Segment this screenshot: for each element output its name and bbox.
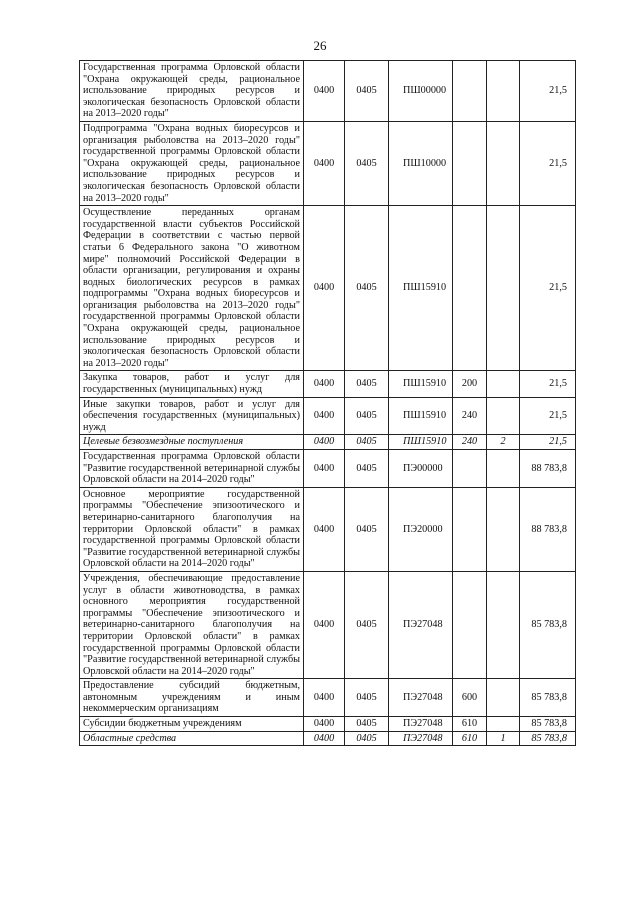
row-section-cell: 0400	[304, 717, 345, 732]
row-funding-source-cell	[487, 717, 520, 732]
row-name-cell: Предоставление субсидий бюджетным, автономным учреждениям и иным некоммерческим организациям	[80, 679, 304, 717]
row-section-cell: 0400	[304, 487, 345, 571]
row-target-article-cell: ПШ15910	[389, 435, 453, 450]
row-subsection-cell: 0405	[345, 435, 389, 450]
row-target-article-cell: ПЭ00000	[389, 450, 453, 488]
table-row	[80, 487, 576, 571]
page-number: 26	[313, 38, 327, 53]
row-section-cell: 0400	[304, 206, 345, 371]
row-funding-source-cell	[487, 121, 520, 205]
row-funding-source-cell	[487, 679, 520, 717]
table-row	[80, 571, 576, 678]
table-row	[80, 717, 576, 732]
table-row	[80, 731, 576, 746]
row-subsection-cell: 0405	[345, 717, 389, 732]
table-row	[80, 121, 576, 205]
row-name-cell: Субсидии бюджетным учреждениям	[80, 717, 304, 732]
row-target-article-cell: ПШ15910	[389, 206, 453, 371]
table-row	[80, 371, 576, 397]
row-amount-cell: 21,5	[520, 371, 576, 397]
row-target-article-cell: ПШ00000	[389, 61, 453, 122]
budget-table	[79, 60, 576, 746]
row-name-cell: Государственная программа Орловской области "Охрана окружающей среды, рациональное использование природных ресурсов и экологическая безопасность Орловской области на 2013–2020 годы"	[80, 61, 304, 122]
row-funding-source-cell: 1	[487, 731, 520, 746]
table-row	[80, 61, 576, 122]
row-section-cell: 0400	[304, 397, 345, 435]
row-section-cell: 0400	[304, 435, 345, 450]
row-target-article-cell: ПЭ20000	[389, 487, 453, 571]
row-amount-cell: 85 783,8	[520, 717, 576, 732]
row-subsection-cell: 0405	[345, 487, 389, 571]
table-row	[80, 450, 576, 488]
row-expense-type-cell	[453, 61, 487, 122]
row-amount-cell: 21,5	[520, 397, 576, 435]
row-subsection-cell: 0405	[345, 397, 389, 435]
row-funding-source-cell	[487, 571, 520, 678]
row-amount-cell: 85 783,8	[520, 679, 576, 717]
row-target-article-cell: ПШ10000	[389, 121, 453, 205]
row-subsection-cell: 0405	[345, 371, 389, 397]
row-name-cell: Основное мероприятие государственной программы "Обеспечение эпизоотического и ветеринарно-санитарного благополучия на территории Орловской области" в рамках государственной программы Орловской области "Развитие государственной ветеринарной службы Орловской области на 2014–2020 годы"	[80, 487, 304, 571]
row-expense-type-cell: 610	[453, 731, 487, 746]
table-row	[80, 435, 576, 450]
row-name-cell: Учреждения, обеспечивающие предоставление услуг в области животноводства, в рамках основного мероприятия государственной программы "Обеспечение эпизоотического и ветеринарно-санитарного благополучия на территории Орловской области" в рамках государственной программы Орловской области "Развитие государственной ветеринарной службы Орловской области на 2014–2020 годы"	[80, 571, 304, 678]
row-name-cell: Осуществление переданных органам государственной власти субъектов Российской Федерации в соответствии с частью первой статьи 6 Федерального закона "О животном мире" полномочий Российской Федерации в области организации, регулирования и охраны водных биологических ресурсов в рамках подпрограммы "Охрана водных биоресурсов и организация рыболовства на 2013–2020 годы" государственной программы Орловской области "Охрана окружающей среды, рациональное использование природных ресурсов и экологическая безопасность Орловской области на 2013–2020 годы"	[80, 206, 304, 371]
row-expense-type-cell: 200	[453, 371, 487, 397]
row-section-cell: 0400	[304, 121, 345, 205]
row-expense-type-cell: 240	[453, 397, 487, 435]
row-expense-type-cell	[453, 571, 487, 678]
row-expense-type-cell: 240	[453, 435, 487, 450]
row-amount-cell: 85 783,8	[520, 571, 576, 678]
row-name-cell: Подпрограмма "Охрана водных биоресурсов и организация рыболовства на 2013–2020 годы" государственной программы Орловской области "Охрана окружающей среды, рациональное использование природных ресурсов и экологическая безопасность Орловской области на 2013–2020 годы"	[80, 121, 304, 205]
row-subsection-cell: 0405	[345, 571, 389, 678]
row-subsection-cell: 0405	[345, 121, 389, 205]
row-target-article-cell: ПЭ27048	[389, 571, 453, 678]
row-funding-source-cell	[487, 206, 520, 371]
row-amount-cell: 88 783,8	[520, 450, 576, 488]
row-name-cell: Государственная программа Орловской области "Развитие государственной ветеринарной службы Орловской области на 2014–2020 годы"	[80, 450, 304, 488]
row-target-article-cell: ПШ15910	[389, 371, 453, 397]
row-name-cell: Целевые безвозмездные поступления	[80, 435, 304, 450]
row-target-article-cell: ПШ15910	[389, 397, 453, 435]
row-expense-type-cell	[453, 206, 487, 371]
row-expense-type-cell	[453, 487, 487, 571]
row-amount-cell: 85 783,8	[520, 731, 576, 746]
row-expense-type-cell	[453, 450, 487, 488]
row-amount-cell: 88 783,8	[520, 487, 576, 571]
row-subsection-cell: 0405	[345, 206, 389, 371]
row-amount-cell: 21,5	[520, 121, 576, 205]
row-section-cell: 0400	[304, 450, 345, 488]
table-row	[80, 397, 576, 435]
row-funding-source-cell	[487, 487, 520, 571]
row-section-cell: 0400	[304, 571, 345, 678]
row-section-cell: 0400	[304, 61, 345, 122]
budget-table-body	[80, 61, 576, 746]
row-subsection-cell: 0405	[345, 61, 389, 122]
row-funding-source-cell	[487, 397, 520, 435]
row-target-article-cell: ПЭ27048	[389, 731, 453, 746]
table-row	[80, 679, 576, 717]
row-funding-source-cell	[487, 450, 520, 488]
row-funding-source-cell: 2	[487, 435, 520, 450]
row-name-cell: Закупка товаров, работ и услуг для государственных (муниципальных) нужд	[80, 371, 304, 397]
row-target-article-cell: ПЭ27048	[389, 717, 453, 732]
table-row	[80, 206, 576, 371]
row-subsection-cell: 0405	[345, 731, 389, 746]
row-funding-source-cell	[487, 61, 520, 122]
row-expense-type-cell: 610	[453, 717, 487, 732]
row-name-cell: Иные закупки товаров, работ и услуг для обеспечения государственных (муниципальных) нужд	[80, 397, 304, 435]
row-expense-type-cell: 600	[453, 679, 487, 717]
row-section-cell: 0400	[304, 371, 345, 397]
row-expense-type-cell	[453, 121, 487, 205]
row-subsection-cell: 0405	[345, 450, 389, 488]
row-target-article-cell: ПЭ27048	[389, 679, 453, 717]
row-amount-cell: 21,5	[520, 206, 576, 371]
row-subsection-cell: 0405	[345, 679, 389, 717]
row-amount-cell: 21,5	[520, 435, 576, 450]
row-section-cell: 0400	[304, 731, 345, 746]
row-section-cell: 0400	[304, 679, 345, 717]
row-amount-cell: 21,5	[520, 61, 576, 122]
row-name-cell: Областные средства	[80, 731, 304, 746]
row-funding-source-cell	[487, 371, 520, 397]
